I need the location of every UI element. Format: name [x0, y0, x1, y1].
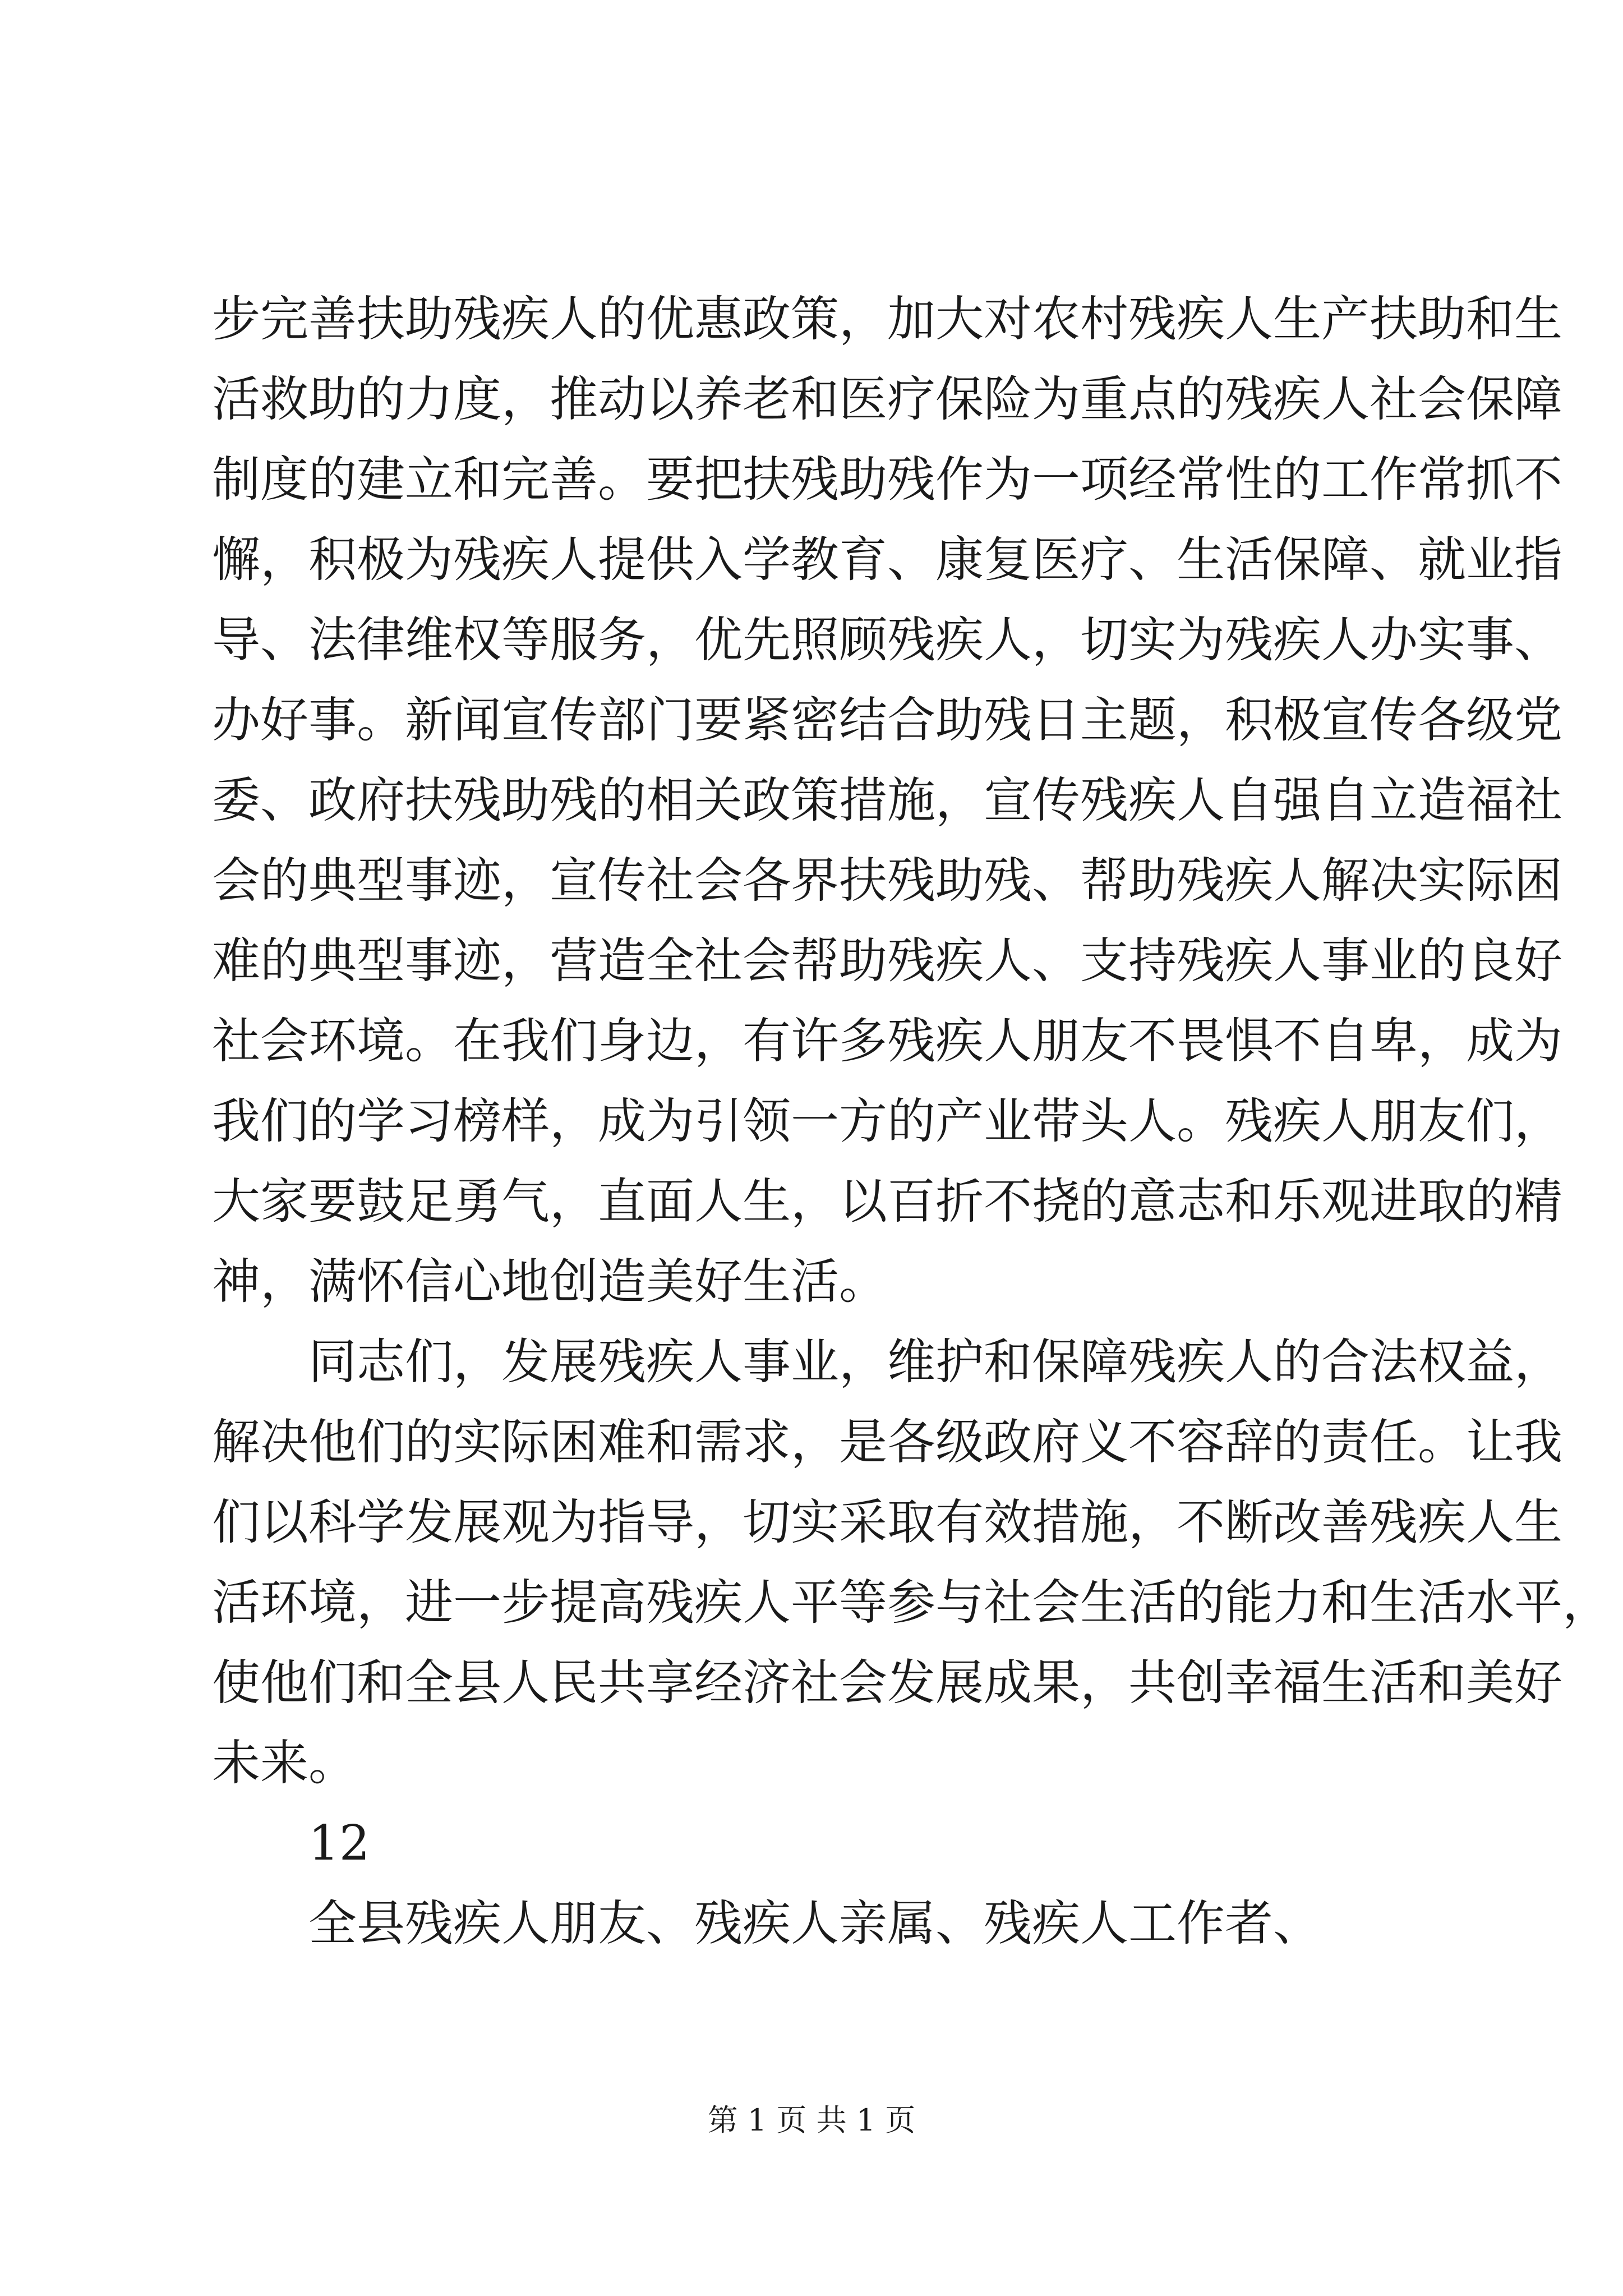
paragraph-2 [212, 1322, 1611, 1803]
text-line: 委、政府扶残助残的相关政策措施，宣传残疾人自强自立造福社 [212, 772, 1562, 829]
section-number: 12 [308, 1815, 370, 1871]
text-line: 同志们，发展残疾人事业，维护和保障残疾人的合法权益， [308, 1334, 1562, 1390]
text-line: 社会环境。在我们身边，有许多残疾人朋友不畏惧不自卑，成为 [212, 1013, 1562, 1069]
text-line: 制度的建立和完善。要把扶残助残作为一项经常性的工作常抓不 [212, 452, 1562, 508]
text-line: 解决他们的实际困难和需求，是各级政府义不容辞的责任。让我 [212, 1414, 1562, 1470]
text-line: 我们的学习榜样，成为引领一方的产业带头人。残疾人朋友们， [212, 1093, 1562, 1149]
salutation-line: 全县残疾人朋友、残疾人亲属、残疾人工作者、 [308, 1895, 1321, 1952]
text-line: 活救助的力度，推动以养老和医疗保险为重点的残疾人社会保障 [212, 371, 1562, 427]
text-line: 懈，积极为残疾人提供入学教育、康复医疗、生活保障、就业指 [212, 532, 1562, 588]
text-line: 使他们和全县人民共享经济社会发展成果，共创幸福生活和美好 [212, 1655, 1562, 1711]
text-line: 未来。 [212, 1735, 357, 1791]
text-line: 神，满怀信心地创造美好生活。 [212, 1254, 887, 1310]
text-line: 大家要鼓足勇气，直面人生，以百折不挠的意志和乐观进取的精 [212, 1174, 1562, 1230]
text-line: 步完善扶助残疾人的优惠政策，加大对农村残疾人生产扶助和生 [212, 291, 1562, 347]
text-line: 会的典型事迹，宣传社会各界扶残助残、帮助残疾人解决实际困 [212, 853, 1562, 909]
text-line: 们以科学发展观为指导，切实采取有效措施，不断改善残疾人生 [212, 1494, 1562, 1550]
text-line: 难的典型事迹，营造全社会帮助残疾人、支持残疾人事业的良好 [212, 933, 1562, 989]
text-line: 活环境，进一步提高残疾人平等参与社会生活的能力和生活水平， [212, 1575, 1611, 1631]
text-line: 办好事。新闻宣传部门要紧密结合助残日主题，积极宣传各级党 [212, 692, 1562, 748]
paragraph-1 [212, 279, 1562, 1322]
document-body [212, 279, 1611, 1964]
page-footer: 第 1 页 共 1 页 [707, 2102, 916, 2138]
text-line: 导、法律维权等服务，优先照顾残疾人，切实为残疾人办实事、 [212, 612, 1562, 668]
